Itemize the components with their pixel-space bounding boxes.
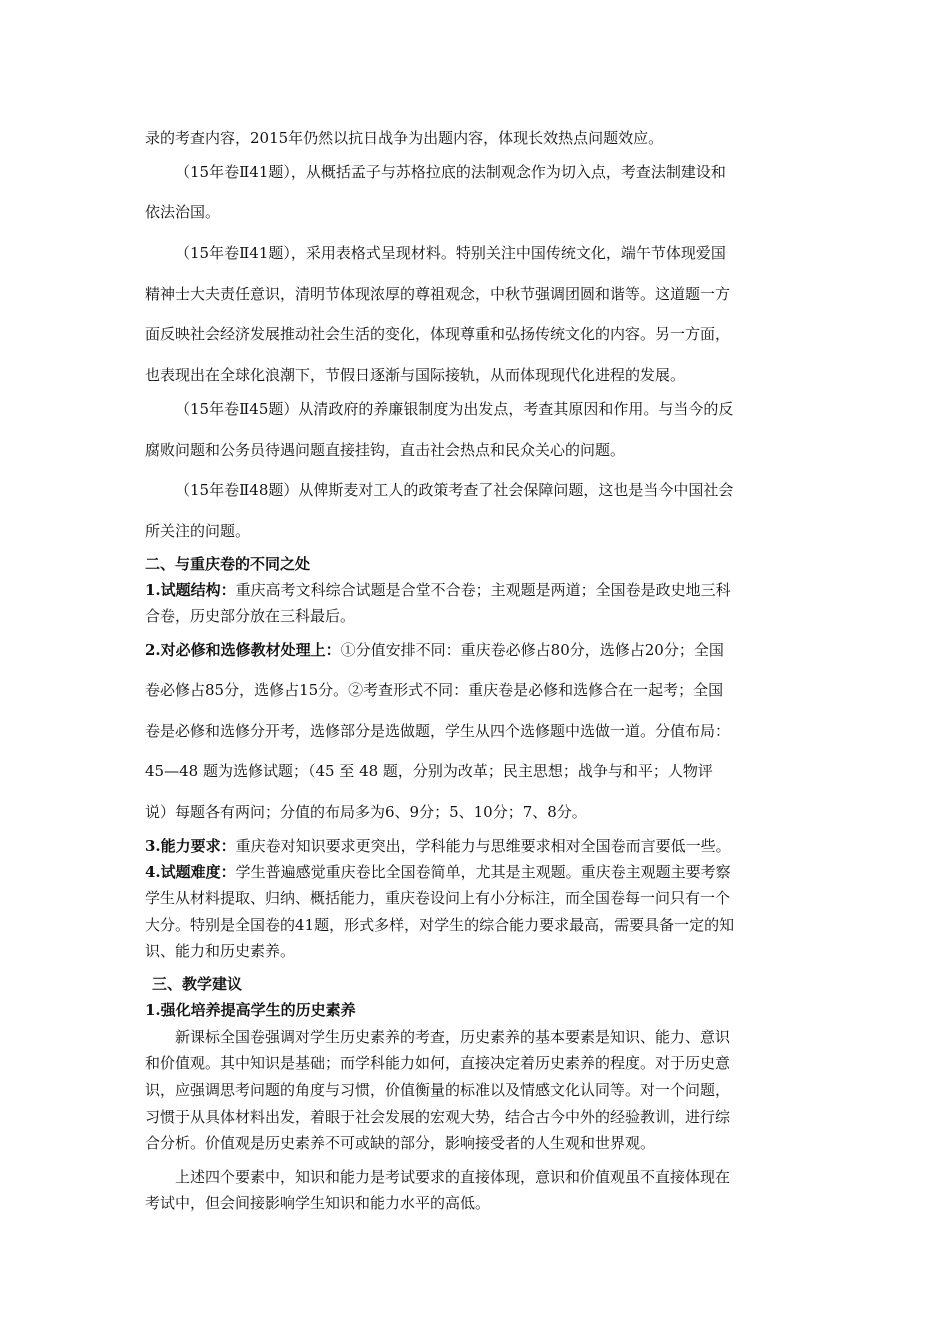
paragraph-line: （15年卷Ⅱ48题）从俾斯麦对工人的政策考查了社会保障问题，这也是当今中国社会: [175, 481, 734, 499]
paragraph-line: 卷是必修和选修分开考，选修部分是选做题，学生从四个选修题中选做一道。分值布局：: [145, 722, 731, 740]
section-heading: 二、与重庆卷的不同之处: [145, 555, 311, 573]
paragraph-line: 新课标全国卷强调对学生历史素养的考查，历史素养的基本要素是知识、能力、意识: [175, 1028, 731, 1046]
paragraph-line: 腐败问题和公务员待遇问题直接挂钩，直击社会热点和民众关心的问题。: [145, 441, 626, 459]
paragraph-line: 45—48 题为选修试题；（45 至 48 题，分别为改革；民主思想；战争与和平；人物评: [145, 762, 713, 780]
item-label: 4.试题难度：: [145, 863, 236, 881]
item-text: ①分值安排不同：重庆卷必修占80分，选修占20分；全国: [340, 641, 724, 659]
paragraph-line: 依法治国。: [145, 203, 221, 221]
subsection-heading: 1.强化培养提高学生的历史素养: [145, 1001, 356, 1019]
paragraph-line: 面反映社会经济发展推动社会生活的变化，体现尊重和弘扬传统文化的内容。另一方面，: [145, 325, 731, 343]
paragraph-line: 合分析。价值观是历史素养不可或缺的部分，影响接受者的人生观和世界观。: [145, 1134, 656, 1152]
paragraph-line: 识、能力和历史素养。: [145, 942, 296, 960]
item-label: 3.能力要求：: [145, 837, 236, 855]
item-text: 学生普遍感觉重庆卷比全国卷简单，尤其是主观题。重庆卷主观题主要考察: [235, 863, 731, 881]
paragraph-line: 大分。特别是全国卷的41题，形式多样，对学生的综合能力要求最高，需要具备一定的知: [145, 916, 735, 934]
paragraph-line: 合卷，历史部分放在三科最后。: [145, 607, 356, 625]
section-heading: 三、教学建议: [152, 975, 243, 993]
paragraph-line: 习惯于从具体材料出发，着眼于社会发展的宏观大势，结合古今中外的经验教训，进行综: [145, 1108, 731, 1126]
list-item: [145, 640, 810, 660]
paragraph-line: （15年卷Ⅱ45题）从清政府的养廉银制度为出发点，考查其原因和作用。与当今的反: [175, 400, 734, 418]
item-label: 1.试题结构：: [145, 581, 236, 599]
list-item: [145, 862, 810, 882]
paragraph-line: （15年卷Ⅱ41题），采用表格式呈现材料。特别关注中国传统文化，端午节体现爱国: [175, 244, 726, 262]
paragraph-line: 也表现出在全球化浪潮下，节假日逐渐与国际接轨，从而体现现代化进程的发展。: [145, 366, 686, 384]
paragraph-line: （15年卷Ⅱ41题），从概括孟子与苏格拉底的法制观念作为切入点，考查法制建设和: [175, 163, 726, 181]
paragraph-line: 所关注的问题。: [145, 522, 251, 540]
paragraph-line: 上述四个要素中，知识和能力是考试要求的直接体现，意识和价值观虽不直接体现在: [175, 1168, 731, 1186]
paragraph-line: 和价值观。其中知识是基础；而学科能力如何，直接决定着历史素养的程度。对于历史意: [145, 1054, 731, 1072]
list-item: [145, 580, 810, 600]
paragraph-line: 考试中，但会间接影响学生知识和能力水平的高低。: [145, 1194, 491, 1212]
paragraph-line: 卷必修占85分，选修占15分。②考查形式不同：重庆卷是必修和选修合在一起考；全国: [145, 681, 724, 699]
paragraph-line: 学生从材料提取、归纳、概括能力，重庆卷设问上有小分标注，而全国卷每一问只有一个: [145, 889, 731, 907]
item-label: 2.对必修和选修教材处理上：: [145, 641, 341, 659]
item-text: 重庆卷对知识要求更突出，学科能力与思维要求相对全国卷而言要低一些。: [235, 837, 731, 855]
list-item: [145, 836, 810, 856]
paragraph-line: 精神士大夫责任意识，清明节体现浓厚的尊祖观念，中秋节强调团圆和谐等。这道题一方: [145, 285, 731, 303]
paragraph-line: 录的考查内容，2015年仍然以抗日战争为出题内容，体现长效热点问题效应。: [145, 129, 664, 147]
paragraph-line: 识，应强调思考问题的角度与习惯，价值衡量的标准以及情感文化认同等。对一个问题，: [145, 1081, 731, 1099]
item-text: 重庆高考文科综合试题是合堂不合卷；主观题是两道；全国卷是政史地三科: [235, 581, 731, 599]
paragraph-line: 说）每题各有两问；分值的布局多为6、9分；5、10分；7、8分。: [145, 803, 587, 821]
